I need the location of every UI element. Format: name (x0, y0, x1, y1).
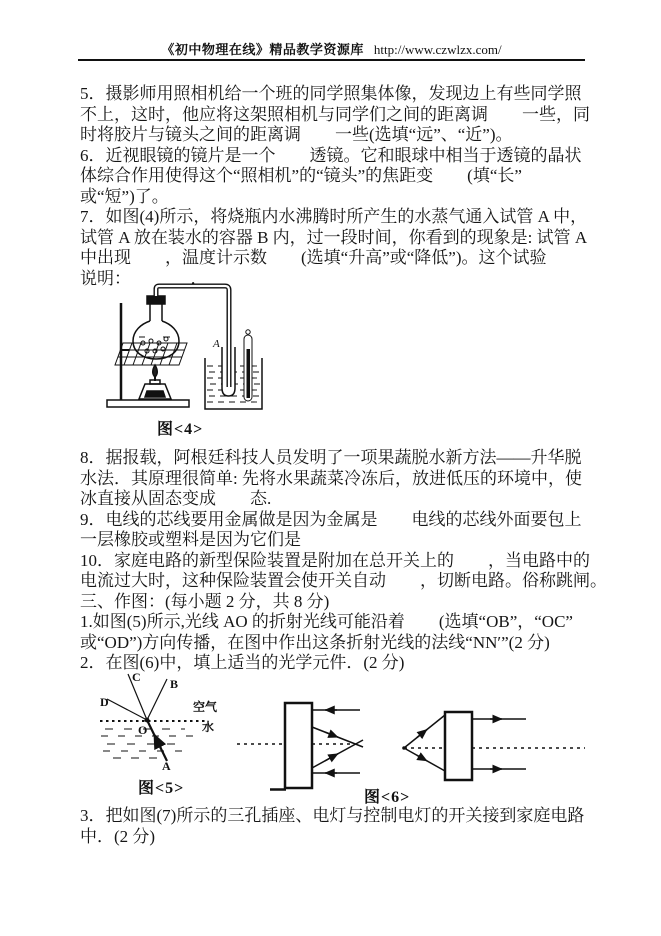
figure4-caption: 图<4> (157, 421, 204, 438)
figure-6-right-optical-box (393, 685, 593, 803)
wire-gauze (115, 343, 187, 365)
text-line: 不上，这时，他应将这架照相机与同学们之间的距离调 一些，同 (80, 104, 590, 124)
text-line: 8．据报载，阿根廷科技人员发明了一项果蔬脱水新方法——升华脱 (80, 448, 582, 467)
ray-ob (147, 679, 167, 720)
text-line: 中．(2 分) (80, 826, 156, 846)
text-line: 或“OD”)方向传播，在图中作出这条折射光线的法线“NN′”(2 分) (80, 632, 550, 652)
header-rule (78, 59, 585, 61)
thermometer (244, 330, 252, 401)
question-3-wiring (80, 806, 600, 847)
header-url: http://www.czwlzx.com/ (373, 42, 502, 57)
text-line: 体综合作用使得这个“照相机”的“镜头”的焦距变 (填“长” (80, 166, 522, 185)
text-line: 10．家庭电路的新型保险装置是附加在总开关上的 ，当电路中的 (80, 550, 590, 570)
text-line: 三、作图：(每小题 2 分，共 8 分) (80, 591, 330, 611)
text-line: 电流过大时，这种保险装置会使开关自动 ，切断电路。俗称跳闸。 (80, 571, 607, 590)
lens-placeholder-box (285, 703, 312, 788)
label-d: D (100, 695, 109, 709)
questions-5-7 (80, 84, 600, 289)
text-line: 一层橡胶或塑料是因为它们是 (80, 530, 301, 549)
figure-4-apparatus (95, 281, 275, 415)
text-line: 9．电线的芯线要用金属做是因为金属是 电线的芯线外面要包上 (80, 509, 582, 529)
text-line: 5．摄影师用照相机给一个班的同学照集体像，发现边上有些同学照 (80, 84, 582, 103)
text-line: 7．如图(4)所示，将烧瓶内水沸腾时所产生的水蒸气通入试管 A 中， (80, 207, 588, 226)
page-header (78, 36, 585, 58)
text-line: 试管 A 放在装水的容器 B 内，过一段时间，你看到的现象是: 试管 A (80, 227, 588, 247)
text-line: 或“短”)了。 (80, 186, 169, 206)
label-air: 空气 (193, 700, 218, 714)
text-line: 说明： ． (80, 268, 208, 288)
text-line: 中出现 ，温度计示数 (选填“升高”或“降低”)。这个试验 (80, 248, 547, 267)
lens-placeholder-box (445, 712, 472, 780)
figure6-caption: 图<6> (364, 789, 411, 806)
figure-6-left-optical-box (237, 685, 367, 803)
alcohol-lamp (139, 365, 171, 399)
text-line: 3．把如图(7)所示的三孔插座、电灯与控制电灯的开关接到家庭电路 (80, 806, 585, 825)
label-o: O (138, 723, 148, 737)
ray-od (107, 699, 147, 720)
header-title: 《初中物理在线》精品教学资源库 (161, 42, 364, 57)
questions-8-10-and-drawing-section (80, 448, 607, 674)
point-o-dot (145, 718, 150, 723)
text-line: 1.如图(5)所示,光线 AO 的折射光线可能沿着 (选填“OB”，“OC” (80, 612, 573, 631)
test-tube-label-a: A (213, 338, 220, 350)
label-c: C (132, 670, 141, 684)
text-line: 时将胶片与镜头之间的距离调 一些(选填“远”、“近”)。 (80, 125, 513, 144)
label-water: 水 (202, 720, 215, 734)
figure5-caption: 图<5> (138, 780, 185, 797)
text-line: 冰直接从固态变成 态. (80, 489, 272, 508)
label-a: A (162, 759, 171, 773)
text-line: 2．在图(6)中，填上适当的光学元件．(2 分) (80, 653, 405, 672)
text-line: 6．近视眼镜的镜片是一个 透镜。它和眼球中相当于透镜的晶状 (80, 145, 582, 165)
label-b: B (170, 677, 179, 691)
text-line: 水法．其原理很简单: 先将水果蔬菜冷冻后，放进低压的环境中，使 (80, 468, 582, 488)
